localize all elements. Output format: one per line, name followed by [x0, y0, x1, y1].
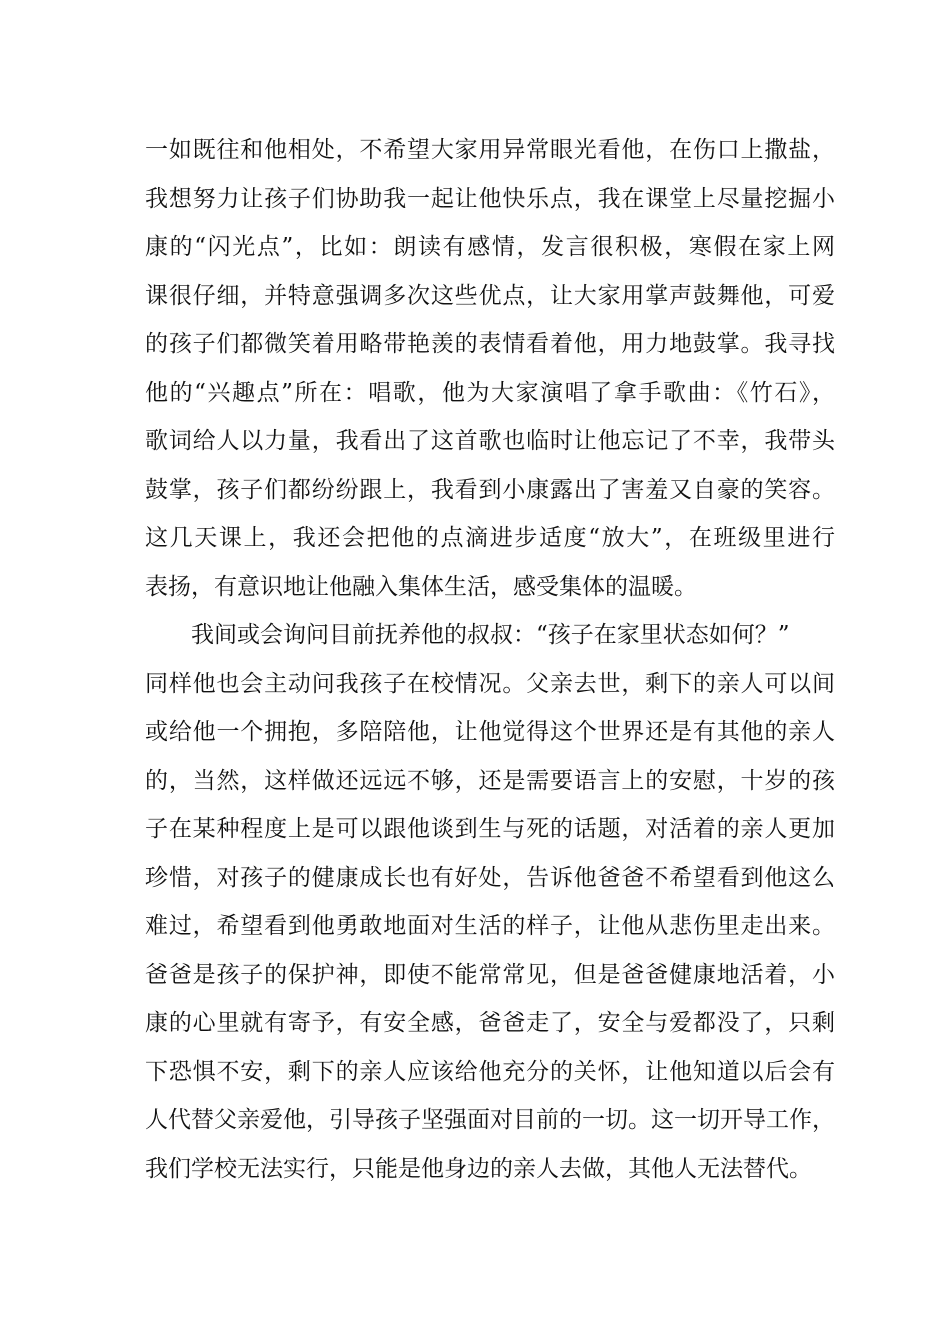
text-line: 表扬，有意识地让他融入集体生活，感受集体的温暖。	[145, 573, 697, 600]
text-line: 或给他一个拥抱，多陪陪他，让他觉得这个世界还是有其他的亲人	[145, 719, 835, 745]
text-line: 难过，希望看到他勇敢地面对生活的样子，让他从悲伤里走出来。	[145, 913, 835, 939]
text-line: 歌词给人以力量，我看出了这首歌也临时让他忘记了不幸，我带头	[145, 428, 835, 454]
text-line: 鼓掌，孩子们都纷纷跟上，我看到小康露出了害羞又自豪的笑容。	[145, 476, 835, 503]
text-line: 康的心里就有寄予，有安全感，爸爸走了，安全与爱都没了，只剩	[145, 1010, 835, 1036]
text-line: 同样他也会主动问我孩子在校情况。父亲去世，剩下的亲人可以间	[145, 670, 835, 697]
text-line: 我想努力让孩子们协助我一起让他快乐点，我在课堂上尽量挖掘小	[145, 185, 835, 212]
text-line: 人代替父亲爱他，引导孩子坚强面对目前的一切。这一切开导工作，	[145, 1107, 835, 1133]
text-line: 我们学校无法实行，只能是他身边的亲人去做，其他人无法替代。	[145, 1155, 812, 1182]
text-line: 的孩子们都微笑着用略带艳羡的表情看着他，用力地鼓掌。我寻找	[145, 331, 835, 357]
text-line: 子在某种程度上是可以跟他谈到生与死的话题，对活着的亲人更加	[145, 816, 835, 842]
text-line: 课很仔细，并特意强调多次这些优点，让大家用掌声鼓舞他，可爱	[145, 282, 835, 309]
text-line: 的，当然，这样做还远远不够，还是需要语言上的安慰，十岁的孩	[145, 767, 835, 794]
text-line: 下恐惧不安，剩下的亲人应该给他充分的关怀，让他知道以后会有	[145, 1058, 835, 1085]
text-line: 这几天课上，我还会把他的点滴进步适度“放大”，在班级里进行	[145, 525, 835, 551]
text-line: 他的“兴趣点”所在：唱歌，他为大家演唱了拿手歌曲：《竹石》，	[145, 379, 835, 406]
text-line: 爸爸是孩子的保护神，即使不能常常见，但是爸爸健康地活着，小	[145, 961, 835, 988]
text-line: 珍惜，对孩子的健康成长也有好处，告诉他爸爸不希望看到他这么	[145, 864, 835, 891]
text-line: 一如既往和他相处，不希望大家用异常眼光看他，在伤口上撒盐，	[145, 137, 835, 163]
body-text	[145, 128, 835, 1195]
text-line: 康的“闪光点”，比如：朗读有感情，发言很积极，寒假在家上网	[145, 234, 835, 260]
paragraph-first-line: 我间或会询问目前抚养他的叔叔：“孩子在家里状态如何？”	[191, 622, 790, 648]
